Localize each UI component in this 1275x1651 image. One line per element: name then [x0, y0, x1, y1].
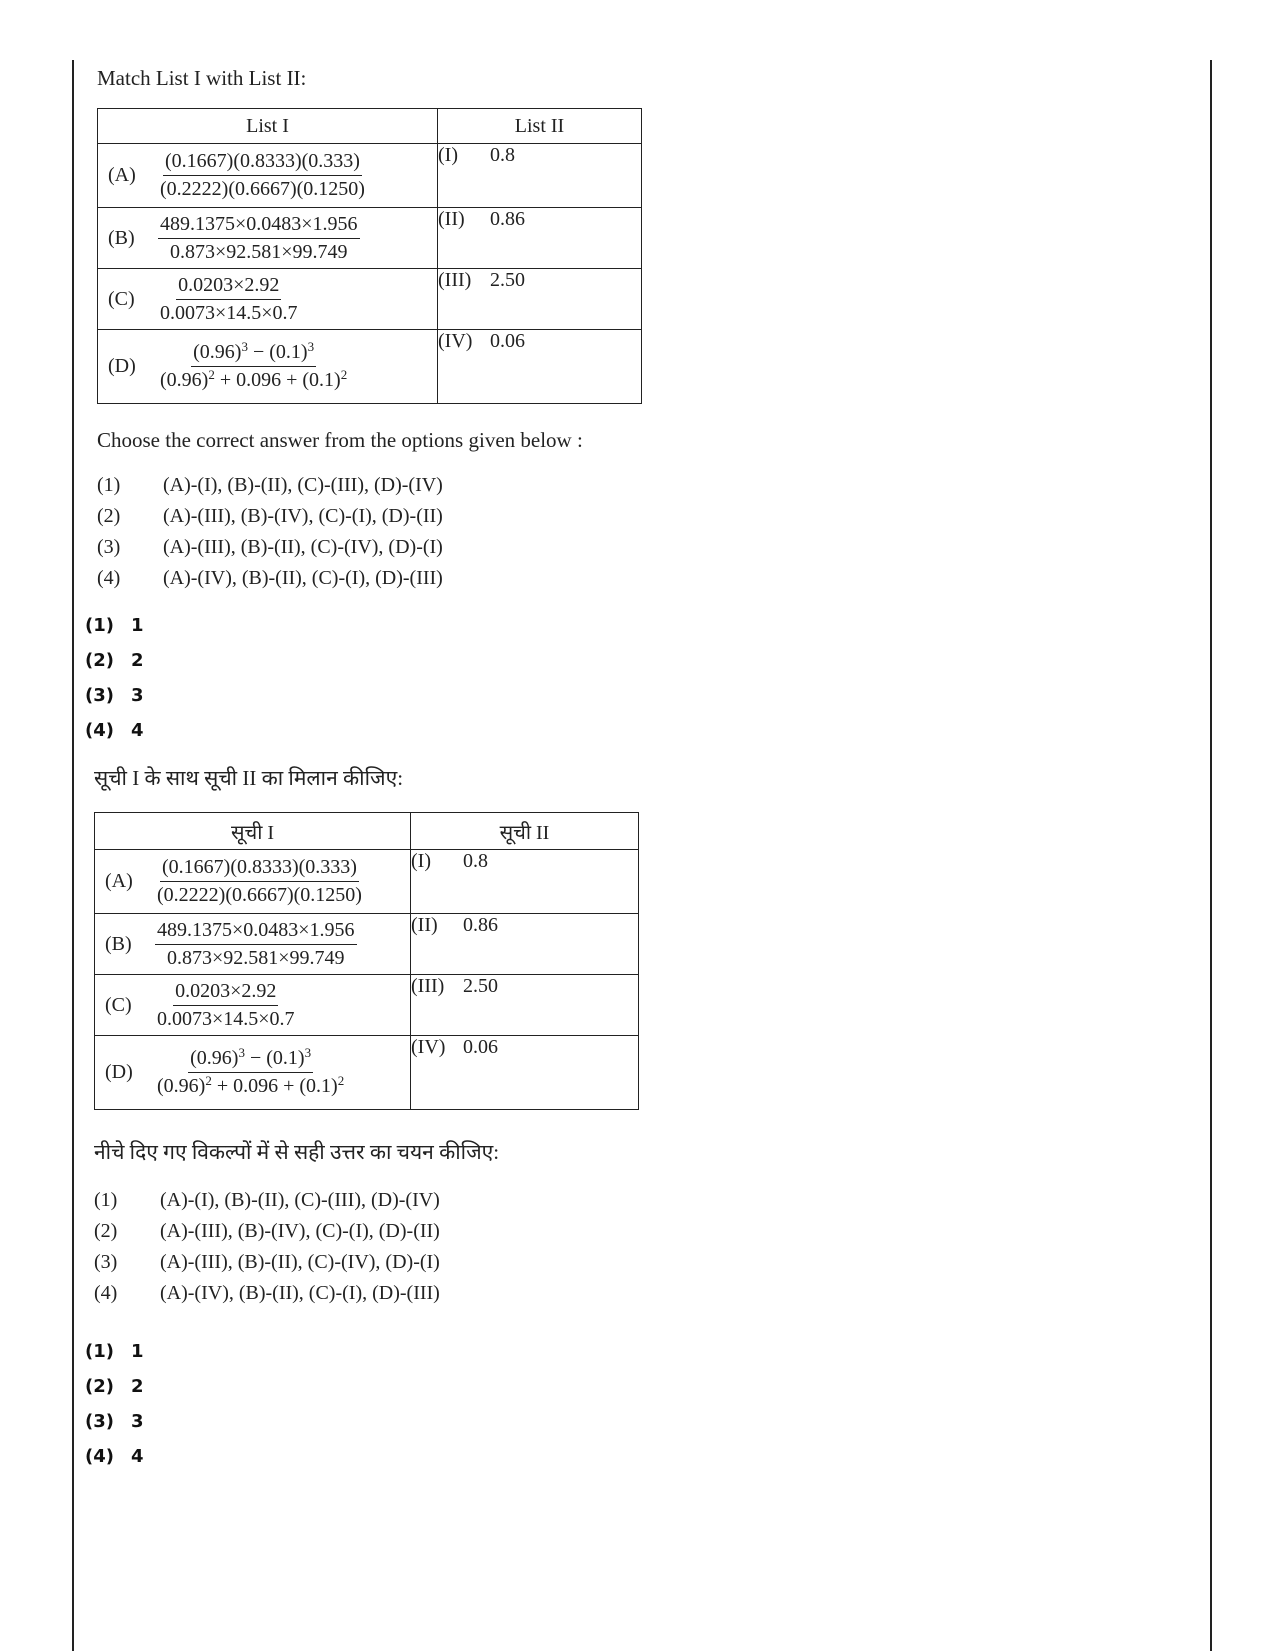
row-letter: (A)	[108, 164, 136, 186]
list2-value: 2.50	[463, 975, 498, 997]
answer-option-1[interactable]: (1) 1	[85, 615, 144, 636]
denominator: $(0.96)^2 + 0.096 + (0.1)^2$	[157, 1073, 345, 1097]
table-header-row	[98, 109, 642, 144]
fraction	[155, 1047, 346, 1098]
answer-choices-hi	[85, 1334, 144, 1474]
answer-choices-en	[85, 608, 144, 748]
roman-label: (II)	[411, 914, 438, 936]
table-row	[95, 850, 639, 914]
answer-option-4[interactable]: (4) 4	[85, 1446, 144, 1467]
denominator: (0.2222)(0.6667)(0.1250)	[157, 884, 362, 906]
choose-prompt-hi: नीचे दिए गए विकल्पों में से सही उत्तर का चयन कीजिए:	[94, 1140, 500, 1164]
numerator: (0.1667)(0.8333)(0.333)	[163, 150, 362, 176]
list-item: (4) (A)-(IV), (B)-(II), (C)-(I), (D)-(III)	[94, 1282, 440, 1304]
denominator: 0.873×92.581×99.749	[167, 946, 345, 969]
roman-label: (I)	[438, 144, 458, 166]
table-row	[95, 975, 639, 1036]
table-row	[95, 914, 639, 975]
answer-option-4[interactable]: (4) 4	[85, 720, 144, 741]
numerator: $(0.96)^3 - (0.1)^3$	[191, 341, 316, 367]
fraction	[158, 341, 349, 392]
header-list-2: सूची II	[411, 813, 639, 850]
fraction	[158, 213, 360, 264]
row-letter: (A)	[105, 870, 133, 892]
list2-value: 0.86	[463, 914, 498, 936]
page-left-rule	[72, 60, 74, 1651]
denominator: 0.873×92.581×99.749	[170, 240, 348, 263]
list2-value: 0.86	[490, 208, 525, 230]
fraction	[155, 980, 297, 1031]
fraction	[158, 150, 367, 201]
denominator: $(0.96)^2 + 0.096 + (0.1)^2$	[160, 367, 348, 391]
row-letter: (B)	[108, 226, 135, 249]
table-row	[98, 269, 642, 330]
denominator: (0.2222)(0.6667)(0.1250)	[160, 178, 365, 200]
table-row	[95, 1036, 639, 1110]
row-letter: (B)	[105, 932, 132, 955]
fraction	[155, 919, 357, 970]
list-item: (1) (A)-(I), (B)-(II), (C)-(III), (D)-(IV)	[94, 1189, 440, 1211]
fraction	[155, 856, 364, 907]
roman-label: (III)	[438, 269, 472, 291]
numerator: 489.1375×0.0483×1.956	[158, 213, 360, 239]
roman-label: (I)	[411, 850, 431, 872]
numerator: 489.1375×0.0483×1.956	[155, 919, 357, 945]
options-list-hi	[94, 1185, 440, 1309]
header-list-2: List II	[438, 109, 642, 144]
answer-option-1[interactable]: (1) 1	[85, 1341, 144, 1362]
list2-value: 0.8	[463, 850, 488, 872]
row-letter: (C)	[105, 993, 132, 1016]
list2-value: 2.50	[490, 269, 525, 291]
header-list-1: सूची I	[95, 813, 411, 850]
page-right-rule	[1210, 60, 1212, 1651]
numerator: 0.0203×2.92	[173, 980, 278, 1006]
denominator: 0.0073×14.5×0.7	[157, 1007, 295, 1030]
list-item: (1) (A)-(I), (B)-(II), (C)-(III), (D)-(IV)	[97, 474, 443, 496]
denominator: 0.0073×14.5×0.7	[160, 301, 298, 324]
answer-option-3[interactable]: (3) 3	[85, 1411, 144, 1432]
table-row	[98, 208, 642, 269]
question-prompt-hi: सूची I के साथ सूची II का मिलान कीजिए:	[94, 766, 404, 790]
row-letter: (C)	[108, 287, 135, 310]
answer-option-3[interactable]: (3) 3	[85, 685, 144, 706]
roman-label: (II)	[438, 208, 465, 230]
list2-value: 0.06	[463, 1036, 498, 1058]
header-list-1: List I	[98, 109, 438, 144]
table-header-row	[95, 813, 639, 850]
row-letter: (D)	[105, 1061, 133, 1083]
list-item: (3) (A)-(III), (B)-(II), (C)-(IV), (D)-(I)	[97, 536, 443, 558]
list-item: (2) (A)-(III), (B)-(IV), (C)-(I), (D)-(II)	[94, 1220, 440, 1242]
row-letter: (D)	[108, 355, 136, 377]
match-table-hi	[94, 812, 639, 1110]
numerator: (0.1667)(0.8333)(0.333)	[160, 856, 359, 882]
list-item: (2) (A)-(III), (B)-(IV), (C)-(I), (D)-(II)	[97, 505, 443, 527]
answer-option-2[interactable]: (2) 2	[85, 650, 144, 671]
list2-value: 0.06	[490, 330, 525, 352]
roman-label: (IV)	[411, 1036, 446, 1058]
choose-prompt-en: Choose the correct answer from the options given below :	[97, 428, 583, 452]
list2-value: 0.8	[490, 144, 515, 166]
match-table-en	[97, 108, 642, 404]
roman-label: (III)	[411, 975, 445, 997]
options-list-en	[97, 470, 443, 594]
fraction	[158, 274, 300, 325]
table-row	[98, 144, 642, 208]
list-item: (3) (A)-(III), (B)-(II), (C)-(IV), (D)-(I)	[94, 1251, 440, 1273]
question-prompt-en: Match List I with List II:	[97, 66, 307, 90]
numerator: 0.0203×2.92	[176, 274, 281, 300]
answer-option-2[interactable]: (2) 2	[85, 1376, 144, 1397]
table-row	[98, 330, 642, 404]
roman-label: (IV)	[438, 330, 473, 352]
numerator: $(0.96)^3 - (0.1)^3$	[188, 1047, 313, 1073]
list-item: (4) (A)-(IV), (B)-(II), (C)-(I), (D)-(III)	[97, 567, 443, 589]
